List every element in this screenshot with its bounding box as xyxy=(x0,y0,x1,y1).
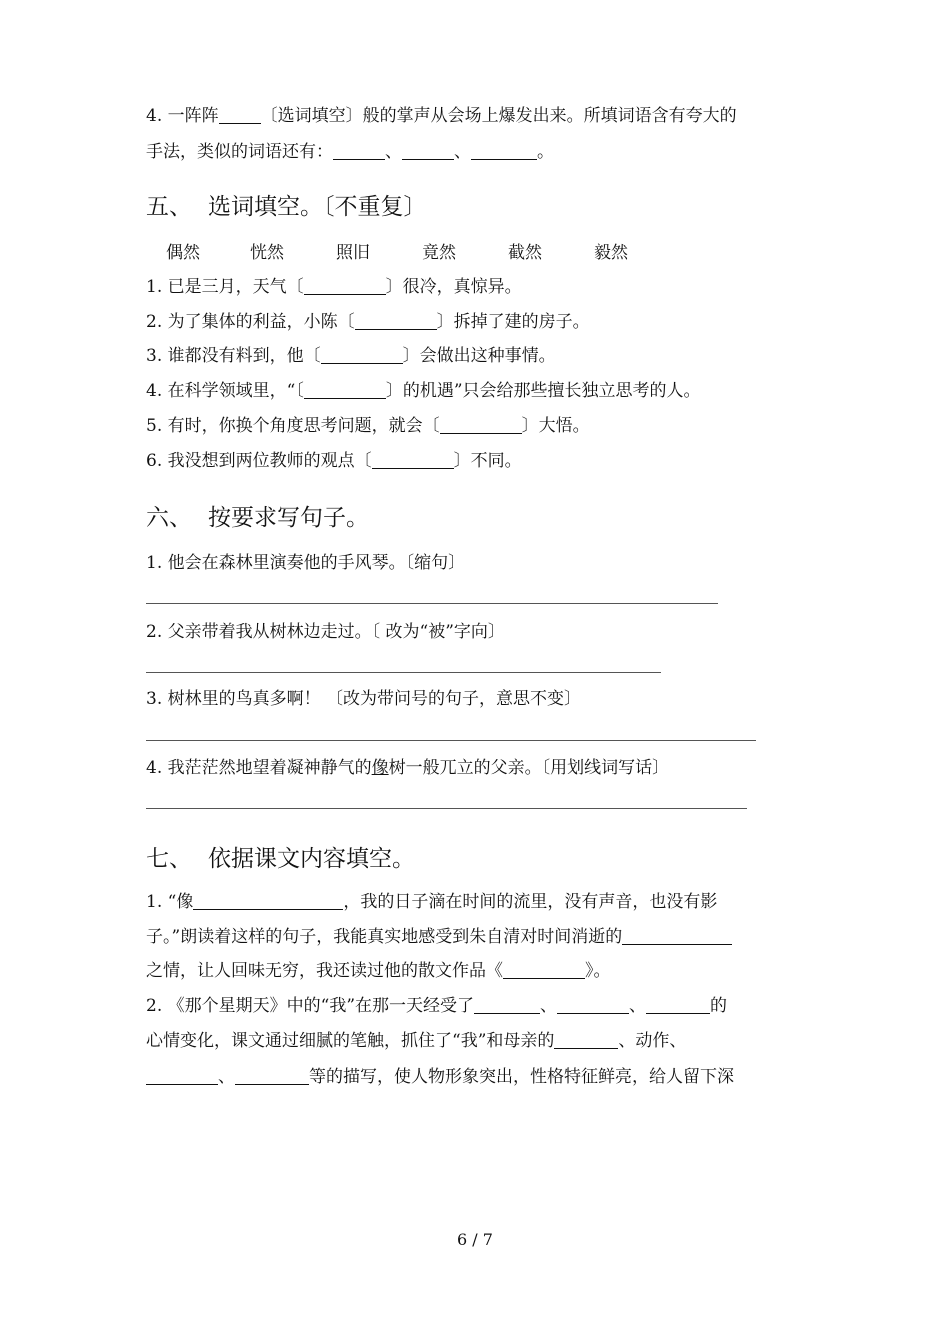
s7-p2-line-3: 、 等的描写，使人物形象突出，性格特征鲜亮，给人留下深 xyxy=(146,1066,734,1088)
answer-line[interactable] xyxy=(146,603,718,604)
s7-p1-line-2: 子。”朗读着这样的句子，我能真实地感受到朱自清对时间消逝的 xyxy=(146,926,732,948)
word-bank-item: 竟然 xyxy=(422,243,456,263)
word-bank-item: 截然 xyxy=(508,243,542,263)
page-number: 6 / 7 xyxy=(457,1230,493,1249)
q4-line-1: 4. 一阵阵 〔选词填空〕般的掌声从会场上爆发出来。所填词语含有夸大的 xyxy=(146,106,737,126)
fill-blank[interactable] xyxy=(554,1032,618,1049)
fill-blank[interactable] xyxy=(557,997,629,1014)
s7-p2-line-1: 2. 《那个星期天》中的“我”在那一天经受了 、 、 的 xyxy=(146,996,728,1016)
s6-question-1: 1. 他会在森林里演奏他的手风琴。〔缩句〕 xyxy=(146,553,466,573)
fill-blank[interactable] xyxy=(219,107,261,124)
fill-blank[interactable] xyxy=(646,997,710,1014)
word-bank-item: 恍然 xyxy=(250,243,284,263)
fill-blank[interactable] xyxy=(372,452,454,469)
q4-line-2: 手法，类似的词语还有： 、 、 。 xyxy=(146,142,554,162)
fill-blank[interactable] xyxy=(474,997,540,1014)
fill-blank[interactable] xyxy=(440,417,522,434)
fill-blank[interactable] xyxy=(402,143,454,160)
s5-item: 4. 在科学领域里，“〔 〕的机遇”只会给那些擅长独立思考的人。 xyxy=(146,381,701,401)
fill-blank[interactable] xyxy=(503,962,585,979)
answer-line[interactable] xyxy=(146,740,756,741)
s5-item: 5. 有时，你换个角度思考问题，就会〔 〕大悟。 xyxy=(146,416,590,436)
answer-line[interactable] xyxy=(146,672,661,673)
s7-p2-line-2: 心情变化，课文通过细腻的笔触，抓住了“我”和母亲的 、动作、 xyxy=(146,1031,687,1051)
section-7-heading: 七、 依据课文内容填空。 xyxy=(146,846,415,872)
fill-blank[interactable] xyxy=(235,1068,309,1085)
fill-blank[interactable] xyxy=(471,143,537,160)
section-6-heading: 六、 按要求写句子。 xyxy=(146,505,369,531)
underlined-word: 像 xyxy=(371,758,389,778)
fill-blank[interactable] xyxy=(304,382,386,399)
s5-item: 3. 谁都没有料到，他〔 〕会做出这种事情。 xyxy=(146,346,556,366)
section-5-heading: 五、 选词填空。〔不重复〕 xyxy=(146,194,427,220)
fill-blank[interactable] xyxy=(146,1068,218,1085)
s5-item: 2. 为了集体的利益，小陈〔 〕拆掉了建的房子。 xyxy=(146,312,590,332)
fill-blank[interactable] xyxy=(321,347,403,364)
s6-question-2: 2. 父亲带着我从树林边走过。〔 改为“被”字向〕 xyxy=(146,622,505,642)
fill-blank[interactable] xyxy=(193,893,343,910)
fill-blank[interactable] xyxy=(304,278,386,295)
s6-question-3: 3. 树林里的鸟真多啊！ 〔改为带问号的句子，意思不变〕 xyxy=(146,689,582,709)
answer-line[interactable] xyxy=(146,808,747,809)
word-bank-item: 照旧 xyxy=(336,243,370,263)
fill-blank[interactable] xyxy=(355,313,437,330)
fill-blank[interactable] xyxy=(333,143,385,160)
s5-item: 1. 已是三月，天气〔 〕很冷，真惊异。 xyxy=(146,277,522,297)
word-bank-item: 毅然 xyxy=(594,243,628,263)
word-bank-item: 偶然 xyxy=(166,243,200,263)
s5-item: 6. 我没想到两位教师的观点〔 〕不同。 xyxy=(146,451,522,471)
s6-question-4: 4. 我茫茫然地望着凝神静气的像树一般兀立的父亲。〔用划线词写话〕 xyxy=(146,758,670,778)
fill-blank[interactable] xyxy=(622,928,732,945)
s7-p1-line-1: 1. “像 ，我的日子滴在时间的流里，没有声音，也没有影 xyxy=(146,892,718,912)
s7-p1-line-3: 之情，让人回味无穷，我还读过他的散文作品《 》。 xyxy=(146,961,611,981)
